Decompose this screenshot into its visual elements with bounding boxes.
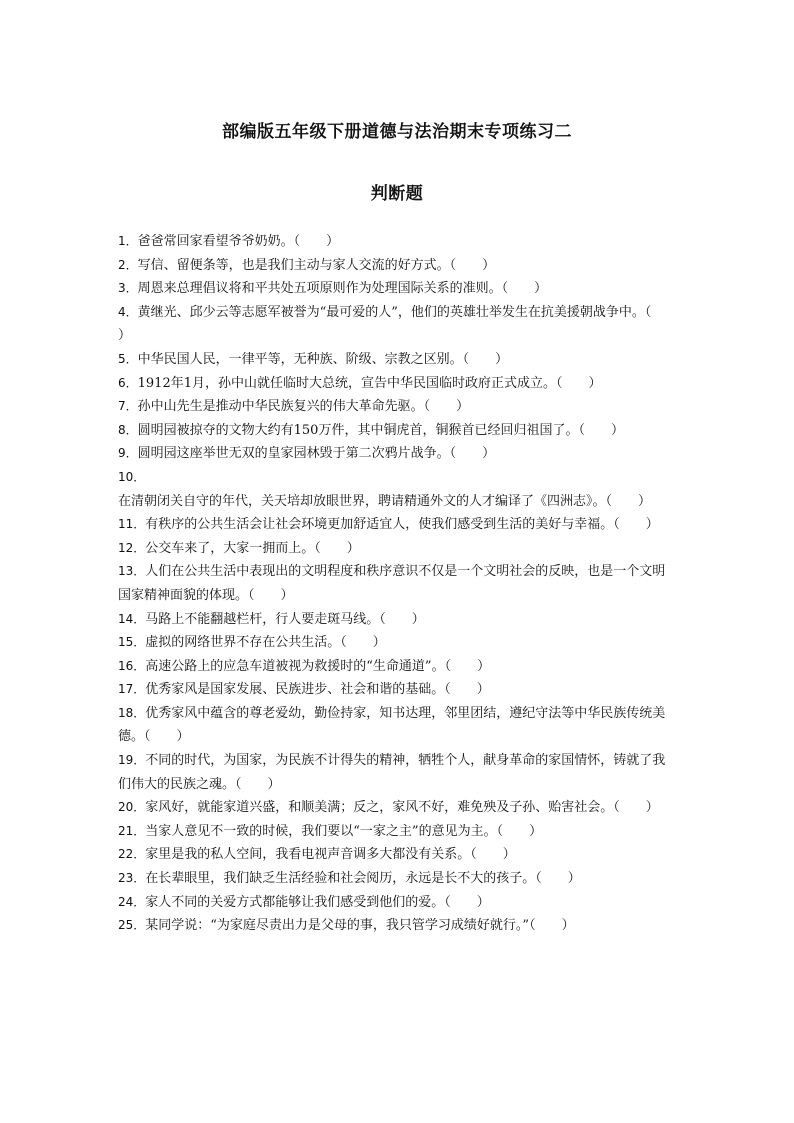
question-text: 优秀家风中蕴含的尊老爱幼，勤俭持家，知书达理，邻里团结，遵纪守法等中华民族传统美德。（ ） bbox=[118, 705, 666, 745]
document-title: 部编版五年级下册道德与法治期末专项练习二 bbox=[222, 122, 572, 142]
question-item bbox=[118, 820, 678, 844]
question-number: 20． bbox=[118, 800, 146, 815]
question-number: 12． bbox=[118, 540, 146, 555]
question-text: 家风好，就能家道兴盛，和顺美满；反之，家风不好，难免殃及子孙、贻害社会。（ ） bbox=[145, 800, 659, 816]
question-item bbox=[118, 301, 678, 348]
question-item bbox=[118, 796, 678, 820]
question-item bbox=[118, 442, 678, 466]
question-item bbox=[118, 560, 678, 607]
question-number: 2． bbox=[118, 257, 138, 272]
question-item bbox=[118, 749, 678, 796]
question-text: 1912年1月，孙中山就任临时大总统，宣告中华民国临时政府正式成立。（ ） bbox=[137, 375, 602, 391]
question-text: 写信、留便条等，也是我们主动与家人交流的好方式。（ ） bbox=[137, 257, 496, 273]
question-number: 9． bbox=[118, 446, 138, 461]
question-number: 18． bbox=[118, 705, 146, 720]
question-number: 6． bbox=[118, 375, 138, 390]
question-number: 17． bbox=[118, 682, 146, 697]
question-item bbox=[118, 843, 678, 867]
question-item bbox=[118, 891, 678, 915]
question-number: 13． bbox=[118, 564, 146, 579]
question-item bbox=[118, 348, 678, 372]
question-text: 虚拟的网络世界不存在公共生活。（ ） bbox=[145, 635, 386, 651]
question-number: 14． bbox=[118, 611, 146, 626]
question-number: 19． bbox=[118, 753, 146, 768]
question-number: 8． bbox=[118, 422, 138, 437]
question-number: 5． bbox=[118, 351, 138, 366]
question-text: 当家人意见不一致的时候，我们要以“一家之主”的意见为主。（ ） bbox=[145, 823, 543, 839]
question-item bbox=[118, 914, 678, 938]
question-item bbox=[118, 867, 678, 891]
question-text: 黄继光、邱少云等志愿军被誉为“最可爱的人”，他们的英雄壮举发生在抗美援朝战争中。（ ） bbox=[118, 304, 678, 344]
question-text: 家里是我的私人空间，我看电视声音调多大都没有关系。（ ） bbox=[145, 847, 516, 863]
question-item bbox=[118, 702, 678, 749]
question-text: 圆明园被掠夺的文物大约有150万件，其中铜虎首，铜猴首已经回归祖国了。（ ） bbox=[137, 422, 624, 438]
question-item bbox=[118, 372, 678, 396]
question-text: 公交车来了，大家一拥而上。（ ） bbox=[145, 540, 360, 556]
question-number: 24． bbox=[118, 894, 146, 909]
question-text: 马路上不能翻越栏杆，行人要走斑马线。（ ） bbox=[145, 611, 425, 627]
question-item bbox=[118, 655, 678, 679]
question-number: 10． bbox=[118, 469, 146, 484]
question-number: 4． bbox=[118, 304, 138, 319]
section-heading: 判断题 bbox=[370, 184, 424, 204]
question-item bbox=[118, 513, 678, 537]
question-item bbox=[118, 254, 678, 278]
question-number: 3． bbox=[118, 281, 138, 296]
question-text: 爸爸常回家看望爷爷奶奶。（ ） bbox=[137, 234, 340, 249]
question-number: 25． bbox=[118, 918, 146, 933]
question-text: 在清朝闭关自守的年代，关天培却放眼世界，聘请精通外文的人才编译了《四洲志》。（ ） bbox=[118, 493, 652, 509]
question-item bbox=[118, 631, 678, 655]
question-number: 15． bbox=[118, 635, 146, 650]
question-item bbox=[118, 230, 678, 254]
question-item bbox=[118, 466, 678, 513]
question-item bbox=[118, 537, 678, 561]
question-text: 家人不同的关爱方式都能够让我们感受到他们的爱。（ ） bbox=[145, 894, 490, 910]
question-text: 中华民国人民，一律平等，无种族、阶级、宗教之区别。（ ） bbox=[137, 351, 509, 367]
question-item bbox=[118, 277, 678, 301]
question-number: 16． bbox=[118, 658, 146, 673]
question-text: 圆明园这座举世无双的皇家园林毁于第二次鸦片战争。（ ） bbox=[137, 446, 496, 462]
question-text: 在长辈眼里，我们缺乏生活经验和社会阅历，永远是长不大的孩子。（ ） bbox=[145, 871, 581, 887]
question-text: 某同学说：“为家庭尽责出力是父母的事，我只管学习成绩好就行。”（ ） bbox=[145, 918, 575, 934]
question-item bbox=[118, 395, 678, 419]
question-text: 有秩序的公共生活会让社会环境更加舒适宜人，使我们感受到生活的美好与幸福。（ ） bbox=[145, 517, 659, 533]
question-text: 不同的时代，为国家，为民族不计得失的精神，牺牲个人，献身革命的家国情怀，铸就了我们伟大的民族之魂。（ ） bbox=[118, 753, 666, 792]
question-item bbox=[118, 608, 678, 632]
question-number: 7． bbox=[118, 399, 138, 414]
question-text: 孙中山先生是推动中华民族复兴的伟大革命先驱。（ ） bbox=[137, 399, 470, 415]
question-number: 22． bbox=[118, 847, 146, 862]
question-text: 人们在公共生活中表现出的文明程度和秩序意识不仅是一个文明社会的反映，也是一个文明国家精神面貌的体现。（ ） bbox=[118, 564, 666, 603]
question-number: 23． bbox=[118, 871, 146, 886]
question-number: 1． bbox=[118, 234, 138, 248]
question-item bbox=[118, 678, 678, 702]
question-text: 优秀家风是国家发展、民族进步、社会和谐的基础。（ ） bbox=[145, 682, 490, 698]
question-list bbox=[118, 230, 678, 938]
question-text: 高速公路上的应急车道被视为救援时的“生命通道”。（ ） bbox=[145, 658, 491, 674]
question-item bbox=[118, 419, 678, 443]
question-number: 11． bbox=[118, 517, 146, 532]
question-text: 周恩来总理倡议将和平共处五项原则作为处理国际关系的准则。（ ） bbox=[137, 281, 548, 297]
question-number: 21． bbox=[118, 823, 146, 838]
